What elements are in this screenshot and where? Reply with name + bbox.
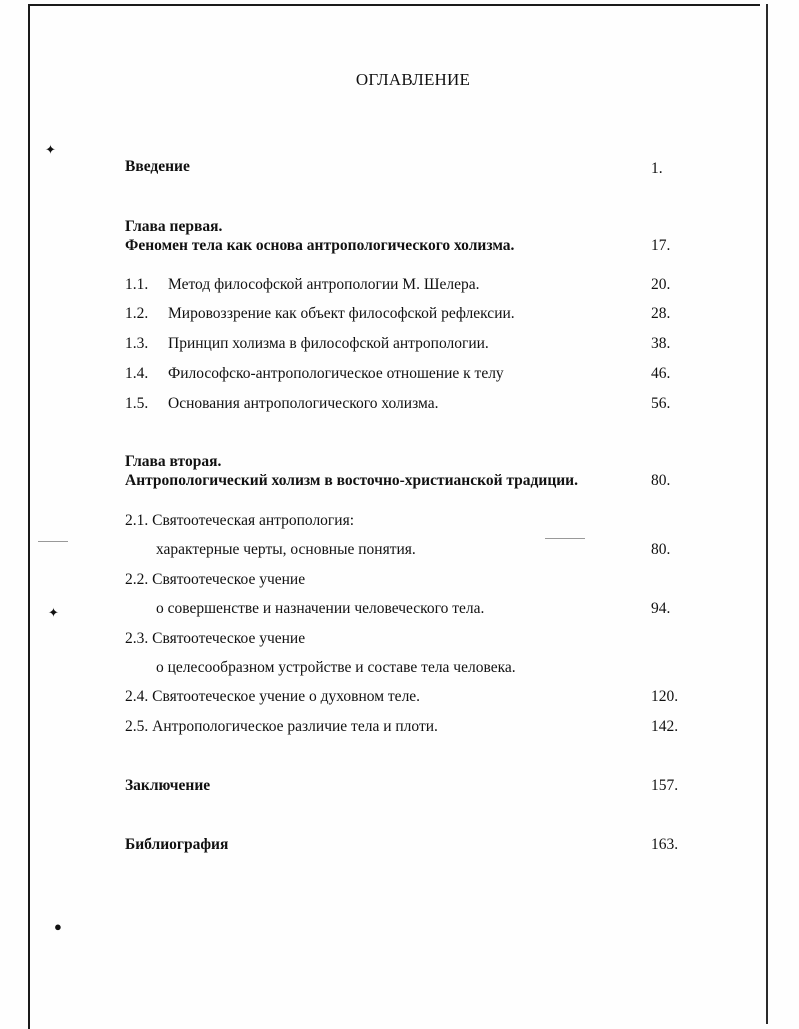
scan-border-top xyxy=(30,4,760,6)
toc-section-title: Мировоззрение как объект философской рефлексии. xyxy=(168,305,515,322)
toc-section-page: 120. xyxy=(651,688,679,705)
toc-bibliography-page: 163. xyxy=(651,836,679,853)
scan-border-right xyxy=(766,4,768,1024)
toc-section-title: Философско-антропологическое отношение к телу xyxy=(168,365,504,382)
toc-chapter1-page: 17. xyxy=(651,237,671,254)
toc-section-title: Принцип холизма в философской антропологии. xyxy=(168,335,489,352)
toc-section-title: Основания антропологического холизма. xyxy=(168,395,439,412)
punch-mark-icon: ✦ xyxy=(45,142,56,157)
toc-bibliography-label: Библиография xyxy=(125,836,229,853)
toc-section-page: 46. xyxy=(651,365,671,382)
punch-mark-icon: ✦ xyxy=(48,605,59,620)
toc-section-page: 80. xyxy=(651,541,671,558)
toc-section-number: 1.1. xyxy=(125,276,149,293)
toc-section-title: 2.5. Антропологическое различие тела и плоти. xyxy=(125,718,438,735)
toc-chapter1-heading: Глава первая. xyxy=(125,218,223,235)
toc-section-subtitle: о совершенстве и назначении человеческого тела. xyxy=(156,600,485,617)
toc-section-subtitle: о целесообразном устройстве и составе тела человека. xyxy=(156,659,516,676)
toc-section-number: 1.4. xyxy=(125,365,149,382)
scan-artifact xyxy=(545,538,585,539)
toc-section-number: 1.2. xyxy=(125,305,149,322)
scan-artifact xyxy=(38,541,68,542)
toc-intro-label: Введение xyxy=(125,158,190,175)
toc-section-number: 1.3. xyxy=(125,335,149,352)
toc-section-page: 56. xyxy=(651,395,671,412)
toc-chapter2-title: Антропологический холизм в восточно-христианской традиции. xyxy=(125,472,578,489)
toc-section-page: 20. xyxy=(651,276,671,293)
toc-chapter2-heading: Глава вторая. xyxy=(125,453,222,470)
toc-section-title: 2.2. Святоотеческое учение xyxy=(125,571,306,588)
toc-section-title: 2.1. Святоотеческая антропология: xyxy=(125,512,355,529)
toc-chapter1-title: Феномен тела как основа антропологического холизма. xyxy=(125,237,515,254)
toc-conclusion-label: Заключение xyxy=(125,777,211,794)
toc-section-page: 28. xyxy=(651,305,671,322)
toc-section-title: 2.4. Святоотеческое учение о духовном теле. xyxy=(125,688,421,705)
toc-section-page: 94. xyxy=(651,600,671,617)
toc-section-title: 2.3. Святоотеческое учение xyxy=(125,630,306,647)
toc-intro-page: 1. xyxy=(651,160,663,177)
scan-border-left xyxy=(28,4,30,1029)
toc-section-page: 38. xyxy=(651,335,671,352)
punch-mark-icon: ● xyxy=(54,919,62,934)
toc-section-subtitle: характерные черты, основные понятия. xyxy=(156,541,416,558)
page-title: ОГЛАВЛЕНИЕ xyxy=(355,70,471,89)
toc-section-page: 142. xyxy=(651,718,679,735)
toc-conclusion-page: 157. xyxy=(651,777,679,794)
toc-section-title: Метод философской антропологии М. Шелера. xyxy=(168,276,480,293)
toc-chapter2-page: 80. xyxy=(651,472,671,489)
toc-section-number: 1.5. xyxy=(125,395,149,412)
